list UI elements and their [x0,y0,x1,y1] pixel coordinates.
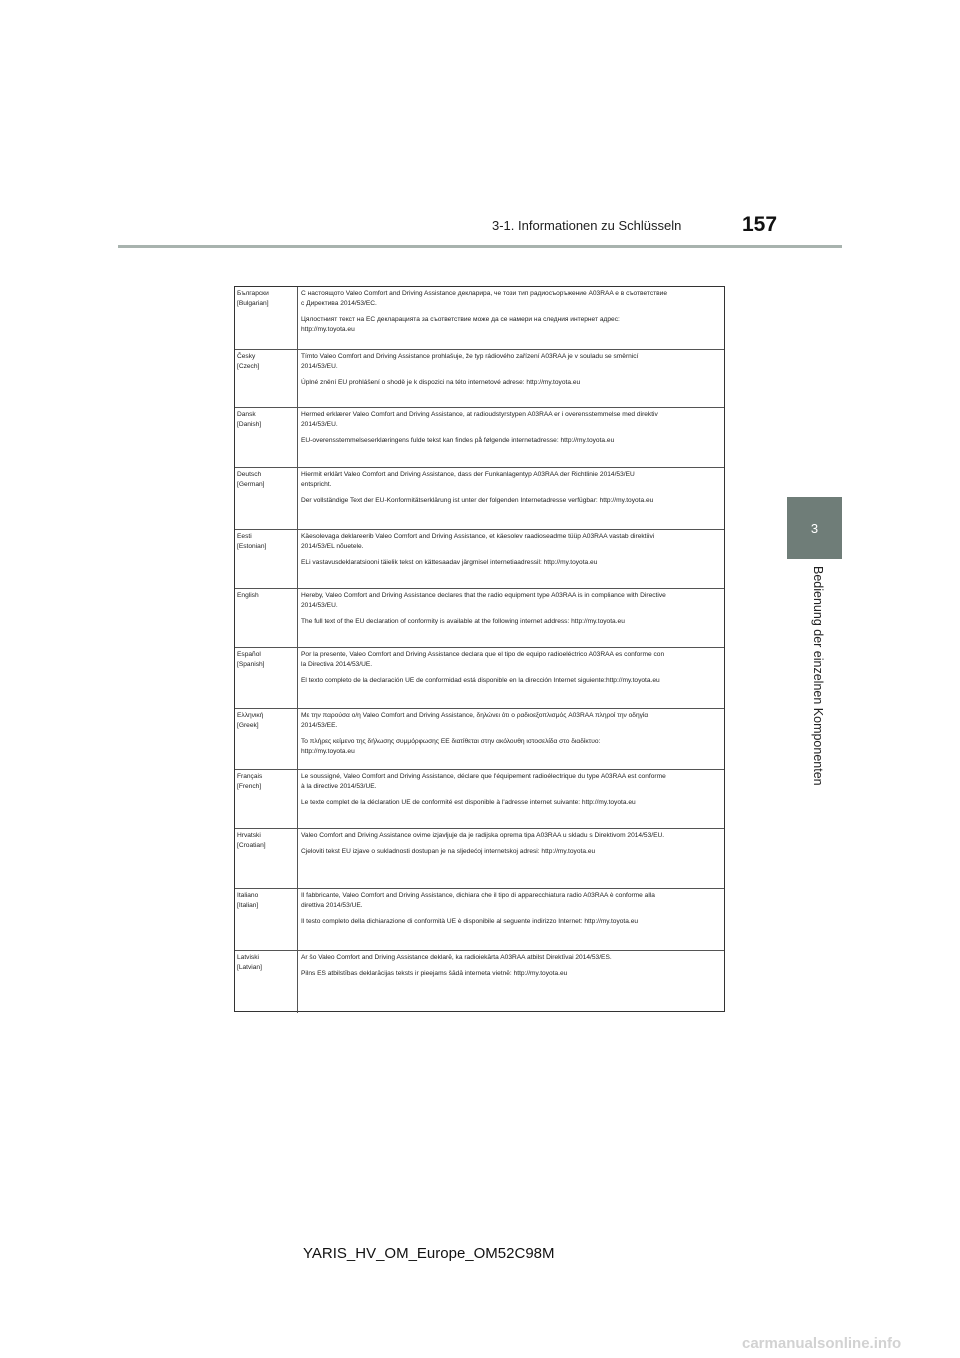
declaration-text: Με την παρούσα ο/η Valeo Comfort and Driving Assistance, δηλώνει ότι ο ραδιοεξοπλισμός A03RAA πληροί την οδηγία [301,712,649,719]
declaration-text: с Директива 2014/53/ЕС. [301,300,377,307]
full-text-link: Pilns ES atbilstības deklarācijas teksts ir pieejams šādā interneta vietnē: http://my.toyota.eu [301,970,568,977]
full-text-link: http://my.toyota.eu [301,748,355,755]
language-cell [237,532,297,552]
declaration-table [234,286,725,1012]
declaration-text-cell [301,352,723,388]
declaration-text: Le soussigné, Valeo Comfort and Driving Assistance, déclare que l'équipement radioélectrique du type A03RAA est conforme [301,773,666,780]
declaration-row [235,287,724,349]
declaration-text: Ar šo Valeo Comfort and Driving Assistance deklarē, ka radioiekārta A03RAA atbilst Direktīvai 2014/53/ES. [301,954,612,961]
declaration-row [235,647,724,708]
language-cell [237,831,297,851]
declaration-text-cell [301,891,723,927]
document-code: YARIS_HV_OM_Europe_OM52C98M [303,1245,555,1262]
language-name: Česky [237,353,256,360]
declaration-text: Por la presente, Valeo Comfort and Driving Assistance declara que el tipo de equipo radioeléctrico A03RAA es conforme con [301,651,665,658]
chapter-tab [787,497,842,559]
declaration-text-cell [301,532,723,568]
language-name: Deutsch [237,471,262,478]
full-text-link: Úplné znění EU prohlášení o shodě je k dispozici na této internetové adrese: http://my.toyota.eu [301,379,581,386]
language-cell [237,410,297,430]
language-name: [Spanish] [237,661,265,668]
declaration-text-cell [301,953,723,979]
full-text-link: Il testo completo della dichiarazione di conformità UE è disponibile al seguente indirizzo Internet: http://my.toyota.eu [301,918,639,925]
language-name: [Estonian] [237,543,267,550]
declaration-text: Hereby, Valeo Comfort and Driving Assistance declares that the radio equipment type A03RAA is in compliance with Directive [301,592,666,599]
full-text-link: Το πλήρες κείμενο της δήλωσης συμμόρφωσης ΕΕ διατίθεται στην ακόλουθη ιστοσελίδα στο διαδίκτυο: [301,738,601,745]
full-text-link: El texto completo de la declaración UE de conformidad está disponible en la dirección Internet siguiente:http://my.toyota.eu [301,677,660,684]
language-name: [Croatian] [237,842,266,849]
declaration-text: Tímto Valeo Comfort and Driving Assistance prohlašuje, že typ rádiového zařízení A03RAA je v souladu se směrnicí [301,353,639,360]
full-text-link: The full text of the EU declaration of conformity is available at the following internet address: http://my.toyota.eu [301,618,625,625]
language-name: English [237,592,259,599]
page-number: 157 [742,213,778,236]
declaration-text-cell [301,831,723,857]
declaration-text: Käesolevaga deklareerib Valeo Comfort and Driving Assistance, et käesolev raadioseadme tüüp A03RAA vastab direktiivi [301,533,655,540]
declaration-text: à la directive 2014/53/UE. [301,783,377,790]
declaration-text-cell [301,591,723,627]
declaration-row [235,407,724,467]
declaration-text: la Directiva 2014/53/UE. [301,661,373,668]
language-name: [Danish] [237,421,262,428]
chapter-number: 3 [810,521,819,536]
language-cell [237,891,297,911]
declaration-row [235,588,724,647]
language-name: Italiano [237,892,259,899]
language-name: [Greek] [237,722,259,729]
declaration-text-cell [301,289,723,335]
language-name: [Bulgarian] [237,300,269,307]
declaration-text-cell [301,711,723,757]
full-text-link: Цялостният текст на ЕС декларацията за съответствие може да се намери на следния интернет адрес: [301,316,620,323]
declaration-text: Hermed erklærer Valeo Comfort and Driving Assistance, at radioudstyrstypen A03RAA er i overensstemmelse med direktiv [301,411,658,418]
full-text-link: ELi vastavusdeklaratsiooni täielik tekst on kättesaadav järgmisel internetiaadressil: http://my.toyota.eu [301,559,598,566]
declaration-text: 2014/53/EU. [301,421,338,428]
declaration-text: Hiermit erklärt Valeo Comfort and Driving Assistance, dass der Funkanlagentyp A03RAA der Richtlinie 2014/53/EU [301,471,635,478]
declaration-text: Il fabbricante, Valeo Comfort and Driving Assistance, dichiara che il tipo di apparecchiatura radio A03RAA è conforme alla [301,892,655,899]
language-name: [Latvian] [237,964,262,971]
language-cell [237,591,297,601]
full-text-link: Der vollständige Text der EU-Konformitätserklärung ist unter der folgenden Internetadresse verfügbar: http://my.toyota.eu [301,497,654,504]
header-rule [118,245,842,248]
declaration-row [235,349,724,407]
language-name: Български [237,290,269,297]
language-name: [Czech] [237,363,260,370]
language-cell [237,650,297,670]
declaration-text: direttiva 2014/53/UE. [301,902,363,909]
declaration-text-cell [301,772,723,808]
declaration-row [235,950,724,1013]
watermark: carmanualsonline.info [742,1335,902,1352]
language-name: Dansk [237,411,256,418]
language-name: [German] [237,481,265,488]
chapter-side-label: Bedienung der einzelnen Komponenten [811,566,825,786]
declaration-text: 2014/53/EU. [301,602,338,609]
declaration-row [235,708,724,769]
declaration-text-cell [301,410,723,446]
declaration-text: С настоящото Valeo Comfort and Driving Assistance декларира, че този тип радиосъоръжение A03RAA е в съответствие [301,290,668,297]
full-text-link: EU-overensstemmelseserklæringens fulde tekst kan findes på følgende internetadresse: http://my.toyota.eu [301,437,615,444]
full-text-link: http://my.toyota.eu [301,326,355,333]
declaration-row [235,467,724,529]
language-cell [237,470,297,490]
language-cell [237,352,297,372]
language-name: [Italian] [237,902,259,909]
declaration-row [235,769,724,828]
language-name: Español [237,651,261,658]
language-name: [French] [237,783,262,790]
language-name: Latviski [237,954,259,961]
language-name: Ελληνική [237,712,264,719]
declaration-text-cell [301,470,723,506]
full-text-link: Le texte complet de la déclaration UE de conformité est disponible à l'adresse internet suivante: http://my.toyota.eu [301,799,636,806]
declaration-text: 2014/53/EL nõuetele. [301,543,364,550]
language-cell [237,711,297,731]
declaration-row [235,529,724,588]
full-text-link: Cjeloviti tekst EU izjave o sukladnosti dostupan je na sljedećoj internetskoj adresi: http://my.toyota.eu [301,848,596,855]
language-cell [237,772,297,792]
declaration-text: entspricht. [301,481,332,488]
declaration-text-cell [301,650,723,686]
language-name: Français [237,773,263,780]
declaration-text: 2014/53/EU. [301,363,338,370]
declaration-row [235,828,724,888]
language-name: Hrvatski [237,832,261,839]
section-title: 3-1. Informationen zu Schlüsseln [492,218,682,233]
declaration-text: Valeo Comfort and Driving Assistance ovime izjavljuje da je radijska oprema tipa A03RAA u skladu s Direktivom 2014/53/EU. [301,832,665,839]
declaration-row [235,888,724,950]
language-name: Eesti [237,533,252,540]
language-cell [237,953,297,973]
language-cell [237,289,297,309]
declaration-text: 2014/53/ΕΕ. [301,722,338,729]
